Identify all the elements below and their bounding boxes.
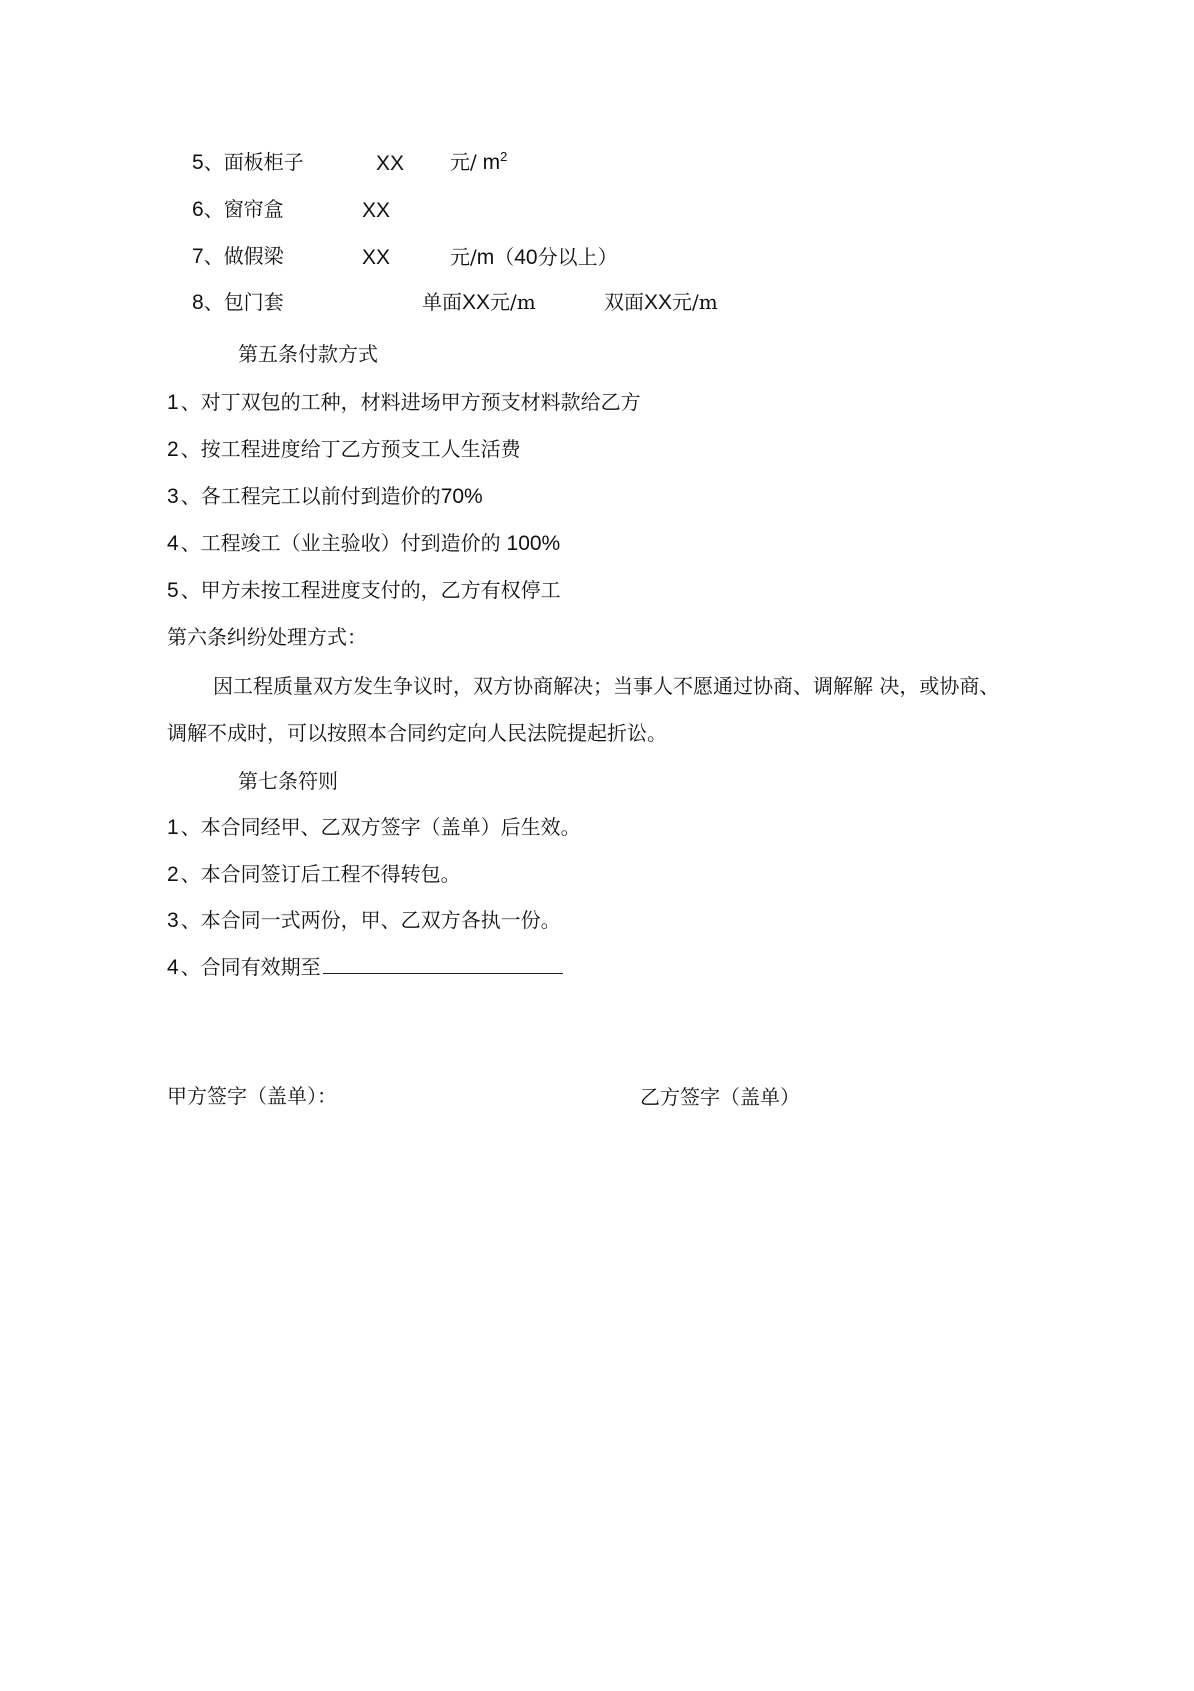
item-name: 做假梁 (223, 244, 284, 268)
article-5-item-2: 2 、按工程进度给丁乙方预支工人生活费 (167, 437, 521, 461)
article-6-paragraph-line-2: 调解不成时，可以按照本合同约定向人民法院提起折讼。 (167, 721, 667, 745)
item-number: 7 (192, 245, 204, 268)
item-8 (192, 288, 284, 317)
article-7-item-2: 2 、本合同签订后工程不得转包。 (167, 862, 461, 886)
item-7 (192, 242, 284, 271)
article-5-item-5: 5 、甲方未按工程进度支付的，乙方有权停工 (167, 578, 561, 602)
item-8-double-side: 双面XX元/m (604, 290, 718, 314)
superscript: 2 (500, 149, 508, 164)
article-7-title: 第七条符则 (238, 769, 338, 793)
item-5 (192, 148, 304, 177)
item-separator: 、 (203, 150, 224, 174)
item-6 (192, 195, 284, 224)
item-name: 窗帘盒 (223, 197, 284, 221)
item-separator: 、 (203, 197, 224, 221)
article-7-item-3: 3 、本合同一式两份，甲、乙双方各执一份。 (167, 908, 561, 932)
item-7-unit: 元/m（40分以上） (450, 245, 618, 269)
article-6-paragraph-line-1: 因工程质量双方发生争议时，双方协商解决；当事人不愿通过协商、调解解 决，或协商、 (213, 674, 1000, 698)
item-number: 6 (192, 198, 204, 221)
item-name: 包门套 (223, 290, 284, 314)
item-8-single-side: 单面XX元/m (422, 290, 536, 314)
article-5-title: 第五条付款方式 (238, 342, 378, 366)
article-5-item-4: 4 、工程竣工（业主验收）付到造价的 100% (167, 531, 561, 555)
item-separator: 、 (203, 290, 224, 314)
item-5-unit: 元/ $m^2$ (450, 149, 508, 174)
item-number: 8 (192, 291, 204, 314)
item-separator: 、 (203, 244, 224, 268)
item-name: 面板柜子 (223, 150, 304, 174)
item-5-price: XX (376, 152, 405, 175)
item-7-price: XX (362, 246, 391, 269)
validity-date-blank (323, 953, 563, 974)
party-b-signature-label: 乙方签字（盖单） (640, 1085, 800, 1109)
article-7-item-1: 1 、本合同经甲、乙双方签字（盖单）后生效。 (167, 815, 581, 839)
item-number: 5 (192, 151, 204, 174)
item-6-price: XX (362, 199, 391, 222)
article-6-title: 第六条纠纷处理方式： (167, 625, 367, 649)
article-5-item-3: 3 、各工程完工以前付到造价的70% (167, 484, 483, 508)
article-7-item-4: 4 、合同有效期至 (167, 953, 563, 982)
article-5-item-1: 1 、对丁双包的工种，材料进场甲方预支材料款给乙方 (167, 390, 641, 414)
party-a-signature-label: 甲方签字（盖单）： (167, 1084, 337, 1108)
